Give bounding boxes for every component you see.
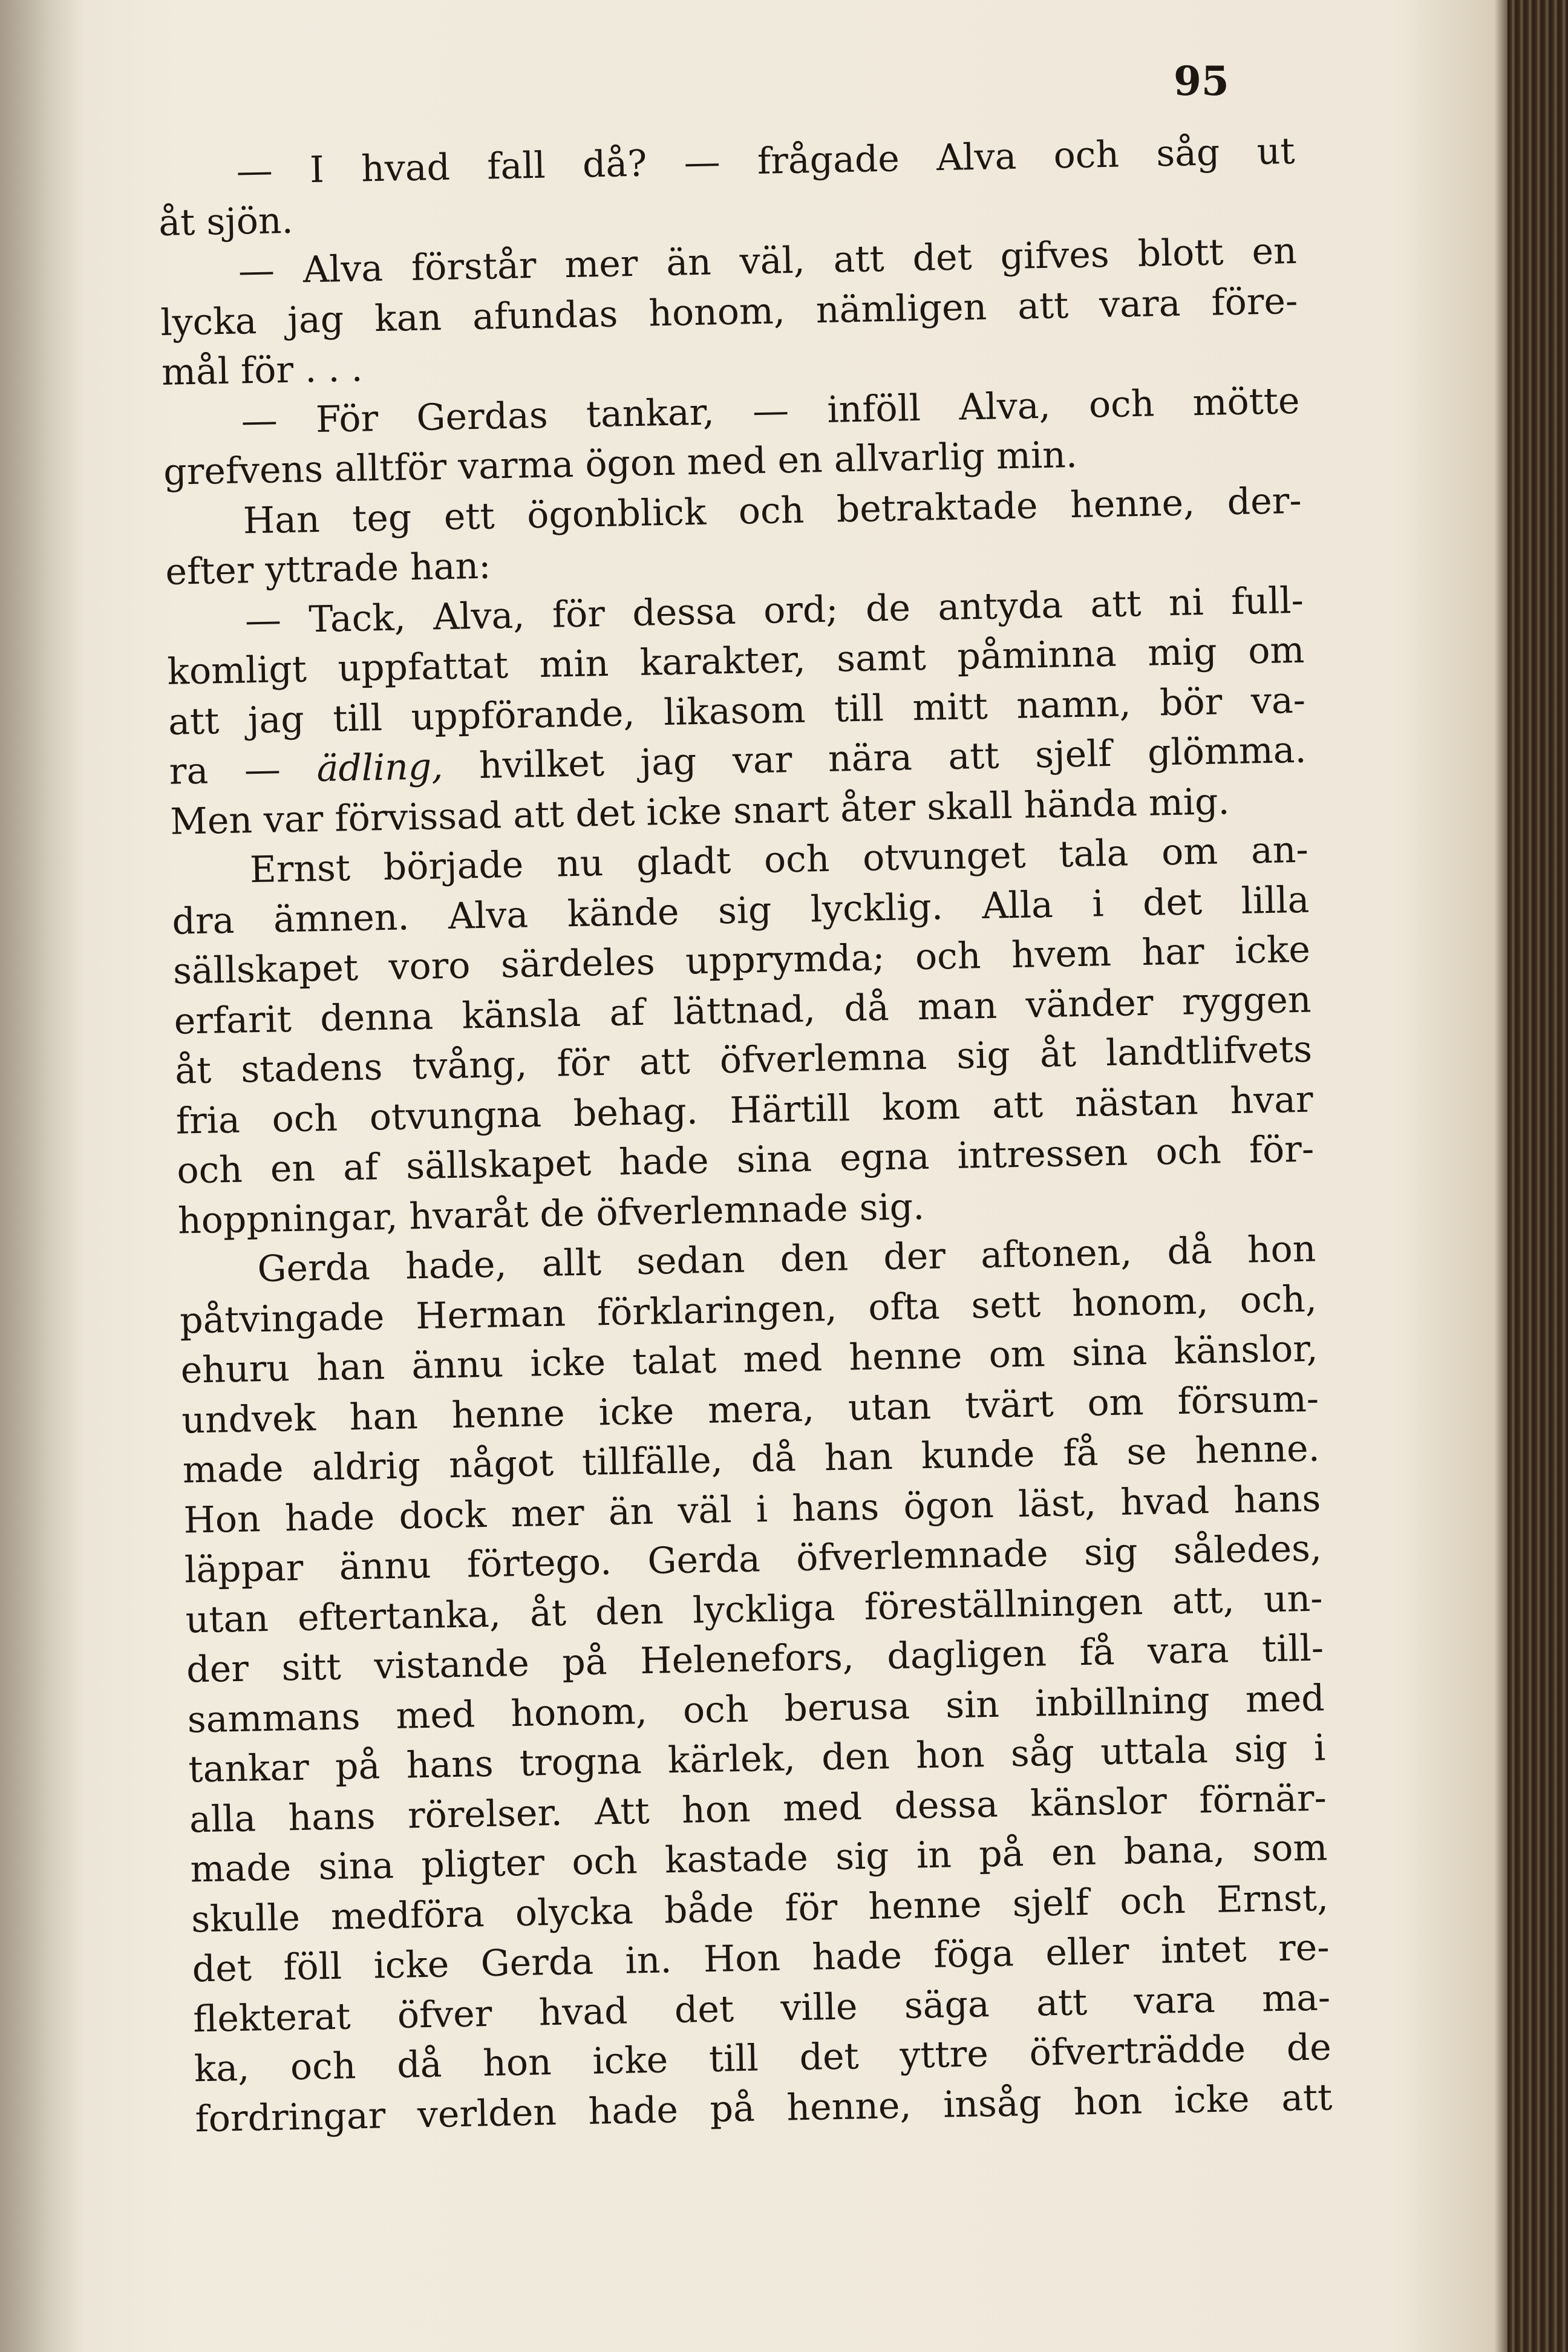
line-text: tankar på hans trogna kärlek, den hon såg uttala sig i [188, 1726, 1326, 1791]
line-text: åt stadens tvång, för att öfverlemna sig åt landtlifvets [174, 1028, 1313, 1093]
line-text: erfarit denna känsla af lättnad, då man vänder ryggen [174, 978, 1312, 1043]
line-text: undvek han henne icke mera, utan tvärt om försum- [181, 1377, 1319, 1442]
line-text: det föll icke Gerda in. Hon hade föga eller intet re- [192, 1926, 1330, 1991]
page-edge [1508, 0, 1568, 2352]
line-text: flekterat öfver hvad det ville säga att vara ma- [192, 1976, 1331, 2040]
line-text: Hon hade dock mer än väl i hans ögon läst, hvad hans [183, 1477, 1321, 1542]
line-text: — Tack, Alva, för dessa ord; de antyda att ni full- [244, 579, 1304, 642]
line-text: Ernst började nu gladt och otvunget tala om an- [249, 828, 1309, 892]
line-text: Gerda hade, allt sedan den der aftonen, då hon [256, 1227, 1316, 1291]
line-text: utan eftertanka, åt den lyckliga föreställningen att, un- [185, 1576, 1324, 1642]
line-text: mål för . . . [161, 347, 364, 394]
line-text: påtvingade Herman förklaringen, ofta sett honom, och, [179, 1278, 1318, 1342]
line-text: made sina pligter och kastade sig in på en bana, som [189, 1826, 1328, 1891]
line-text: grefvens alltför varma ögon med en allvarlig min. [163, 433, 1078, 494]
line-text: — För Gerdas tankar, — inföll Alva, och mötte [241, 379, 1301, 442]
line-text: och en af sällskapet hade sina egna intressen och för- [176, 1128, 1315, 1192]
line-text: ra — [169, 748, 281, 793]
line-tail-text: hvilket jag var nära att sjelf glömma. [442, 728, 1307, 788]
line-text: — I hvad fall då? — frågade Alva och såg ut [236, 129, 1296, 193]
line-text: att jag till uppförande, likasom till mitt namn, bör va- [168, 679, 1306, 743]
line-text: made aldrig något tillfälle, då han kunde få se henne. [182, 1427, 1321, 1492]
line-text: efter yttrade han: [165, 544, 491, 593]
line-text: Han teg ett ögonblick och betraktade henne, der- [243, 479, 1302, 542]
page-number: 95 [1174, 57, 1229, 105]
line-text: Men var förvissad att det icke snart åter skall hända mig. [169, 780, 1230, 843]
line-italic-text: ädling, [280, 745, 443, 791]
line-text: ka, och då hon icke till det yttre öfverträdde de [194, 2026, 1332, 2091]
line-text: lycka jag kan afundas honom, nämligen att vara före- [160, 279, 1298, 344]
line-text: der sitt vistande på Helenefors, dagligen få vara till- [186, 1627, 1324, 1691]
line-text: hoppningar, hvaråt de öfverlemnade sig. [177, 1185, 925, 1243]
line-text: ehuru han ännu icke talat med henne om sina känslor, [180, 1327, 1319, 1392]
line-text: — Alva förstår mer än väl, att det gifves blott en [238, 229, 1298, 293]
gutter-shadow [0, 0, 85, 2352]
line-text: fria och otvungna behag. Härtill kom att nästan hvar [175, 1078, 1314, 1143]
line-text: läppar ännu förtego. Gerda öfverlemnade sig således, [184, 1527, 1322, 1592]
line-text: sällskapet voro särdeles upprymda; och hvem har icke [172, 928, 1311, 993]
line-text: skulle medföra olycka både för henne sjelf och Ernst, [191, 1876, 1329, 1941]
body-text [157, 126, 1333, 2144]
line-text: sammans med honom, och berusa sin inbillning med [187, 1676, 1325, 1742]
line-text: dra ämnen. Alva kände sig lycklig. Alla i det lilla [171, 878, 1310, 943]
line-text: alla hans rörelser. Att hon med dessa känslor förnär- [189, 1776, 1327, 1841]
line-text: åt sjön. [158, 199, 294, 244]
line-text: fordringar verlden hade på henne, insåg hon icke att [194, 2076, 1333, 2140]
line-text: komligt uppfattat min karakter, samt påminna mig om [166, 629, 1305, 693]
